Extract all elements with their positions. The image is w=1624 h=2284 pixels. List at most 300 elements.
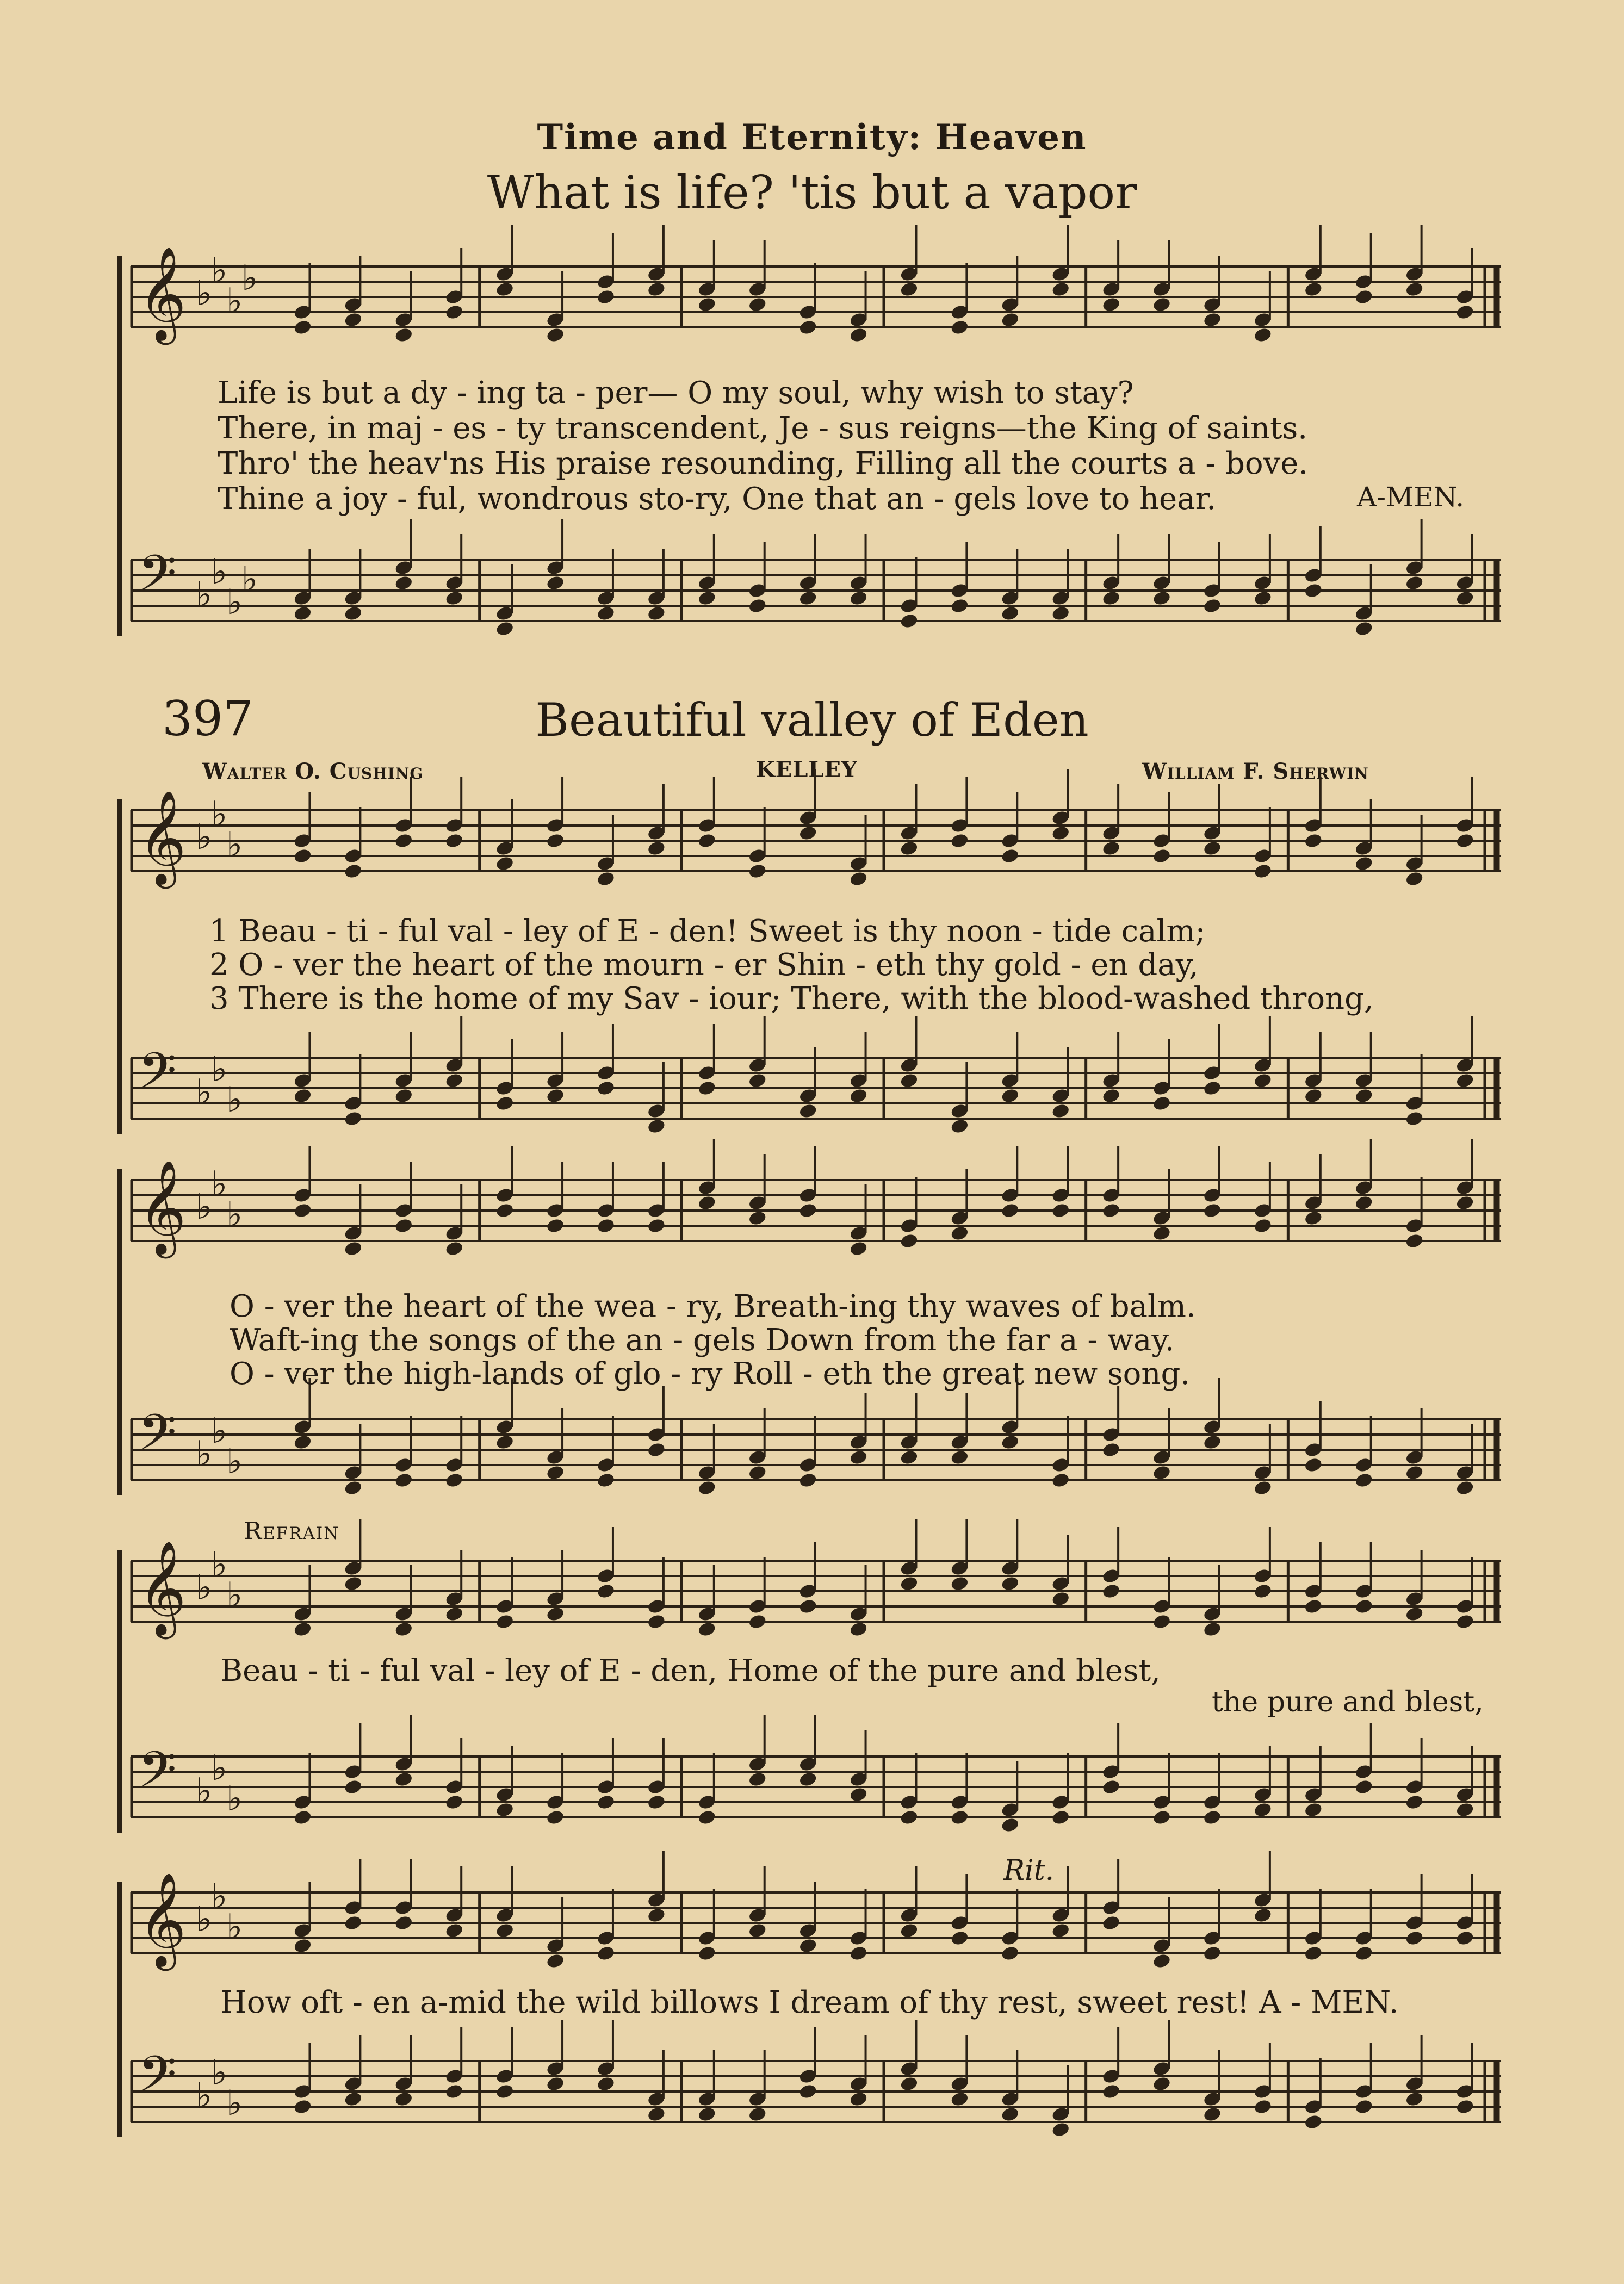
note-head bbox=[293, 1621, 313, 1638]
system-brace bbox=[117, 1169, 122, 1495]
system-brace bbox=[117, 799, 122, 1134]
note-head bbox=[900, 1809, 919, 1826]
note-head bbox=[900, 1072, 919, 1089]
note-head bbox=[495, 1434, 515, 1451]
note-head bbox=[1304, 833, 1323, 849]
note-head bbox=[798, 590, 818, 607]
note-head bbox=[1304, 1088, 1323, 1104]
note-head bbox=[1000, 1434, 1020, 1451]
note-head bbox=[1304, 2114, 1323, 2131]
note-head bbox=[950, 1118, 970, 1135]
hymn2-title: Beautiful valley of Eden bbox=[535, 693, 1089, 747]
note-head bbox=[900, 613, 919, 630]
flat-icon: ♭ bbox=[196, 1567, 213, 1608]
note-head bbox=[394, 1621, 413, 1638]
note-head bbox=[1253, 1072, 1273, 1089]
note-head bbox=[798, 1103, 818, 1120]
note-head bbox=[1455, 833, 1475, 849]
note-head bbox=[697, 1809, 717, 1826]
flat-icon: ♭ bbox=[211, 1164, 228, 1205]
sys1-verse-3: 3 There is the home of my Sav - iour; There, with the blood-washed throng, bbox=[209, 981, 1374, 1016]
note-head bbox=[596, 2076, 616, 2093]
note-head bbox=[1152, 1809, 1171, 1826]
note-head bbox=[1304, 1457, 1323, 1474]
flat-icon: ♭ bbox=[196, 1771, 213, 1811]
sys2-treble-staff bbox=[131, 1159, 1501, 1256]
note-head bbox=[647, 1794, 666, 1811]
note-head bbox=[596, 871, 616, 887]
note-head bbox=[1354, 2099, 1374, 2115]
flat-icon: ♭ bbox=[226, 1907, 243, 1947]
note-head bbox=[293, 2099, 313, 2115]
note-head bbox=[1152, 1613, 1171, 1630]
note-head bbox=[1253, 863, 1273, 880]
note-head bbox=[546, 1606, 565, 1623]
treble-clef-icon: 𝄞 bbox=[138, 1540, 187, 1635]
treble-clef-icon: 𝄞 bbox=[138, 790, 187, 885]
note-head bbox=[1101, 1583, 1121, 1600]
note-head bbox=[1202, 2106, 1222, 2123]
note-head bbox=[849, 1088, 869, 1104]
note-head bbox=[849, 2091, 869, 2108]
sys1-verse-1: 1 Beau - ti - ful val - ley of E - den! Sweet is thy noon - tide calm; bbox=[209, 914, 1206, 949]
note-head bbox=[647, 1907, 666, 1924]
bass-clef-icon: 𝄢 bbox=[138, 1041, 177, 1112]
note-head bbox=[647, 2106, 666, 2123]
note-head bbox=[495, 1095, 515, 1112]
note-head bbox=[647, 1218, 666, 1234]
note-head bbox=[1354, 1472, 1374, 1489]
note-head bbox=[596, 1794, 616, 1811]
note-head bbox=[1354, 1598, 1374, 1615]
note-head bbox=[1354, 855, 1374, 872]
note-head bbox=[798, 825, 818, 842]
note-head bbox=[697, 1195, 717, 1212]
flat-icon: ♭ bbox=[196, 574, 213, 615]
note-head bbox=[596, 1472, 616, 1489]
note-head bbox=[444, 833, 464, 849]
note-head bbox=[596, 1080, 616, 1097]
note-head bbox=[546, 1953, 565, 1970]
system-brace bbox=[117, 1882, 122, 2137]
note-head bbox=[697, 296, 717, 313]
note-head bbox=[293, 605, 313, 622]
sys4-bass-staff bbox=[131, 2045, 1501, 2137]
treble-clef-icon: 𝄞 bbox=[138, 246, 187, 341]
note-head bbox=[1051, 825, 1070, 842]
note-head bbox=[546, 575, 565, 592]
note-head bbox=[849, 1621, 869, 1638]
note-head bbox=[344, 1575, 363, 1592]
note-head bbox=[1051, 1202, 1070, 1219]
note-head bbox=[697, 833, 717, 849]
flat-icon: ♭ bbox=[211, 2052, 228, 2093]
note-head bbox=[1405, 1794, 1424, 1811]
flat-icon: ♭ bbox=[196, 273, 213, 314]
note-head bbox=[647, 605, 666, 622]
note-head bbox=[596, 1218, 616, 1234]
note-head bbox=[1253, 2099, 1273, 2115]
flat-icon: ♭ bbox=[196, 1187, 213, 1227]
note-head bbox=[1455, 1613, 1475, 1630]
note-head bbox=[1000, 1817, 1020, 1834]
note-head bbox=[546, 1088, 565, 1104]
note-head bbox=[1253, 1480, 1273, 1497]
note-head bbox=[1051, 1103, 1070, 1120]
note-head bbox=[1152, 1095, 1171, 1112]
bass-clef-icon: 𝄢 bbox=[138, 544, 177, 614]
note-head bbox=[950, 1225, 970, 1242]
note-head bbox=[1202, 1621, 1222, 1638]
note-head bbox=[495, 855, 515, 872]
note-head bbox=[697, 1621, 717, 1638]
flat-icon: ♭ bbox=[211, 1049, 228, 1090]
note-head bbox=[344, 2091, 363, 2108]
note-head bbox=[1405, 1110, 1424, 1127]
note-head bbox=[1000, 1945, 1020, 1962]
note-head bbox=[1101, 590, 1121, 607]
note-head bbox=[849, 1945, 869, 1962]
note-head bbox=[1051, 281, 1070, 298]
note-head bbox=[344, 1779, 363, 1796]
sys1-treble-staff bbox=[131, 790, 1501, 886]
note-head bbox=[1405, 575, 1424, 592]
note-head bbox=[849, 1240, 869, 1257]
bass-clef-icon: 𝄢 bbox=[138, 1740, 177, 1810]
note-head bbox=[1152, 1225, 1171, 1242]
note-head bbox=[1455, 1480, 1475, 1497]
note-head bbox=[1405, 1464, 1424, 1481]
refrain-line-1: Beau - ti - ful val - ley of E - den, Home of the pure and blest, bbox=[220, 1653, 1161, 1689]
flat-icon: ♭ bbox=[196, 2075, 213, 2116]
note-head bbox=[1304, 1945, 1323, 1962]
note-head bbox=[697, 1080, 717, 1097]
note-head bbox=[748, 1613, 767, 1630]
note-head bbox=[1354, 1945, 1374, 1962]
note-head bbox=[1455, 304, 1475, 321]
flat-icon: ♭ bbox=[226, 582, 243, 623]
note-head bbox=[344, 863, 363, 880]
note-head bbox=[1101, 1202, 1121, 1219]
note-head bbox=[950, 1809, 970, 1826]
note-head bbox=[1202, 1080, 1222, 1097]
note-head bbox=[444, 304, 464, 321]
note-head bbox=[1405, 1606, 1424, 1623]
hymn1-treble-staff bbox=[131, 246, 1501, 343]
sys4-treble-staff bbox=[131, 1872, 1501, 1969]
note-head bbox=[546, 1218, 565, 1234]
tempo-marking: Rit. bbox=[1003, 1854, 1055, 1887]
note-head bbox=[394, 1088, 413, 1104]
note-head bbox=[1202, 1945, 1222, 1962]
sys2-verse-1: O - ver the heart of the wea - ry, Breath-ing thy waves of balm. bbox=[230, 1289, 1196, 1324]
note-head bbox=[950, 598, 970, 615]
note-head bbox=[1000, 1202, 1020, 1219]
note-head bbox=[1202, 840, 1222, 857]
note-head bbox=[546, 833, 565, 849]
note-head bbox=[748, 1210, 767, 1227]
flat-icon: ♭ bbox=[211, 1411, 228, 1451]
note-head bbox=[950, 319, 970, 336]
note-head bbox=[293, 1434, 313, 1451]
note-head bbox=[950, 1930, 970, 1947]
sys3-treble-staff bbox=[131, 1540, 1501, 1637]
note-head bbox=[1304, 281, 1323, 298]
note-head bbox=[1455, 1930, 1475, 1947]
note-head bbox=[849, 1786, 869, 1803]
flat-icon: ♭ bbox=[226, 824, 243, 865]
note-head bbox=[950, 2091, 970, 2108]
note-head bbox=[1253, 1218, 1273, 1234]
note-head bbox=[748, 1464, 767, 1481]
note-head bbox=[495, 281, 515, 298]
note-head bbox=[394, 327, 413, 344]
note-head bbox=[849, 1449, 869, 1466]
note-head bbox=[1101, 296, 1121, 313]
note-head bbox=[1051, 1809, 1070, 1826]
note-head bbox=[748, 1771, 767, 1788]
note-head bbox=[1354, 1195, 1374, 1212]
flat-icon: ♭ bbox=[211, 1544, 228, 1585]
bass-clef-icon: 𝄢 bbox=[138, 2045, 177, 2115]
note-head bbox=[1455, 1072, 1475, 1089]
note-head bbox=[1101, 1442, 1121, 1458]
note-head bbox=[1101, 1915, 1121, 1932]
flat-icon: ♭ bbox=[226, 2083, 243, 2124]
flat-icon: ♭ bbox=[211, 250, 228, 291]
note-head bbox=[849, 871, 869, 887]
note-head bbox=[900, 2076, 919, 2093]
note-head bbox=[647, 281, 666, 298]
note-head bbox=[1101, 1088, 1121, 1104]
note-head bbox=[900, 1575, 919, 1592]
sys2-verse-2: Waft-ing the songs of the an - gels Down from the far a - way. bbox=[230, 1323, 1175, 1358]
note-head bbox=[900, 1922, 919, 1939]
note-head bbox=[596, 1583, 616, 1600]
note-head bbox=[798, 1771, 818, 1788]
note-head bbox=[849, 327, 869, 344]
note-head bbox=[444, 2083, 464, 2100]
note-head bbox=[748, 296, 767, 313]
note-head bbox=[293, 1088, 313, 1104]
note-head bbox=[1354, 1088, 1374, 1104]
note-head bbox=[1405, 1233, 1424, 1250]
note-head bbox=[1000, 1575, 1020, 1592]
treble-clef-icon: 𝄞 bbox=[138, 1159, 187, 1255]
note-head bbox=[798, 1598, 818, 1615]
flat-icon: ♭ bbox=[196, 1433, 213, 1474]
flat-icon: ♭ bbox=[226, 1079, 243, 1120]
hymn-number: 397 bbox=[162, 691, 253, 747]
note-head bbox=[546, 1464, 565, 1481]
note-head bbox=[1152, 2076, 1171, 2093]
note-head bbox=[900, 1233, 919, 1250]
note-head bbox=[1455, 2099, 1475, 2115]
refrain-line-2: How oft - en a-mid the wild billows I dream of thy rest, sweet rest! A - MEN. bbox=[220, 1985, 1399, 2020]
note-head bbox=[1202, 1809, 1222, 1826]
note-head bbox=[1202, 1434, 1222, 1451]
sys2-bass-staff bbox=[131, 1403, 1501, 1495]
note-head bbox=[1152, 1953, 1171, 1970]
note-head bbox=[647, 1442, 666, 1458]
note-head bbox=[748, 1922, 767, 1939]
note-head bbox=[596, 605, 616, 622]
note-head bbox=[748, 1072, 767, 1089]
note-head bbox=[748, 598, 767, 615]
note-head bbox=[293, 1202, 313, 1219]
note-head bbox=[444, 1072, 464, 1089]
note-head bbox=[1000, 312, 1020, 328]
note-head bbox=[344, 605, 363, 622]
note-head bbox=[1253, 1583, 1273, 1600]
note-head bbox=[344, 1240, 363, 1257]
note-head bbox=[293, 319, 313, 336]
note-head bbox=[1051, 605, 1070, 622]
note-head bbox=[900, 281, 919, 298]
note-head bbox=[394, 575, 413, 592]
note-head bbox=[1253, 1802, 1273, 1818]
note-head bbox=[444, 590, 464, 607]
flat-icon: ♭ bbox=[226, 281, 243, 321]
note-head bbox=[293, 1938, 313, 1954]
flat-icon: ♭ bbox=[196, 1072, 213, 1113]
note-head bbox=[1455, 1195, 1475, 1212]
note-head bbox=[546, 327, 565, 344]
note-head bbox=[647, 840, 666, 857]
sys3-bass-staff bbox=[131, 1740, 1501, 1833]
note-head bbox=[344, 1915, 363, 1932]
note-head bbox=[1101, 840, 1121, 857]
note-head bbox=[900, 840, 919, 857]
note-head bbox=[546, 2076, 565, 2093]
note-head bbox=[1455, 1802, 1475, 1818]
note-head bbox=[1304, 1802, 1323, 1818]
note-head bbox=[394, 2091, 413, 2108]
note-head bbox=[697, 1945, 717, 1962]
note-head bbox=[394, 1771, 413, 1788]
flat-icon: ♭ bbox=[241, 258, 258, 299]
bass-clef-icon: 𝄢 bbox=[138, 1403, 177, 1473]
flat-icon: ♭ bbox=[211, 1748, 228, 1789]
note-head bbox=[495, 1922, 515, 1939]
note-head bbox=[1253, 327, 1273, 344]
sys2-verse-3: O - ver the high-lands of glo - ry Roll - eth the great new song. bbox=[230, 1356, 1191, 1392]
note-head bbox=[647, 1118, 666, 1135]
note-head bbox=[1304, 1598, 1323, 1615]
note-head bbox=[293, 848, 313, 865]
note-head bbox=[1354, 289, 1374, 306]
hymn1-verse-2: There, in maj - es - ty transcendent, Je - sus reigns—the King of saints. bbox=[218, 411, 1308, 446]
note-head bbox=[394, 1472, 413, 1489]
flat-icon: ♭ bbox=[211, 794, 228, 835]
note-head bbox=[697, 590, 717, 607]
note-head bbox=[798, 1202, 818, 1219]
note-head bbox=[950, 1449, 970, 1466]
note-head bbox=[495, 2083, 515, 2100]
flat-icon: ♭ bbox=[241, 559, 258, 600]
note-head bbox=[1405, 2091, 1424, 2108]
note-head bbox=[394, 1218, 413, 1234]
system-brace bbox=[117, 256, 122, 636]
note-head bbox=[1354, 1779, 1374, 1796]
flat-icon: ♭ bbox=[211, 1876, 228, 1917]
note-head bbox=[1051, 1472, 1070, 1489]
note-head bbox=[344, 1110, 363, 1127]
flat-icon: ♭ bbox=[226, 1441, 243, 1482]
flat-icon: ♭ bbox=[196, 1899, 213, 1940]
note-head bbox=[849, 590, 869, 607]
hymn1-verse-4: Thine a joy - ful, wondrous sto-ry, One that an - gels love to hear. bbox=[218, 481, 1216, 517]
note-head bbox=[1455, 590, 1475, 607]
note-head bbox=[1051, 1591, 1070, 1608]
flat-icon: ♭ bbox=[226, 1575, 243, 1616]
refrain-echo: the pure and blest, bbox=[1212, 1686, 1484, 1718]
note-head bbox=[1304, 1210, 1323, 1227]
flat-icon: ♭ bbox=[196, 817, 213, 858]
note-head bbox=[1051, 1922, 1070, 1939]
note-head bbox=[444, 1922, 464, 1939]
author-credit: Walter O. Cushing bbox=[202, 759, 424, 784]
note-head bbox=[697, 2106, 717, 2123]
note-head bbox=[950, 833, 970, 849]
hymn1-bass-staff bbox=[131, 544, 1501, 636]
note-head bbox=[444, 1472, 464, 1489]
note-head bbox=[748, 863, 767, 880]
sys1-verse-2: 2 O - ver the heart of the mourn - er Shin - eth thy gold - en day, bbox=[209, 947, 1199, 983]
note-head bbox=[444, 1240, 464, 1257]
note-head bbox=[1152, 848, 1171, 865]
note-head bbox=[1304, 582, 1323, 599]
note-head bbox=[394, 1915, 413, 1932]
note-head bbox=[495, 620, 515, 637]
note-head bbox=[1253, 1907, 1273, 1924]
refrain-label: Refrain bbox=[244, 1517, 340, 1545]
note-head bbox=[798, 1472, 818, 1489]
flat-icon: ♭ bbox=[226, 1778, 243, 1819]
note-head bbox=[344, 1480, 363, 1497]
note-head bbox=[1000, 848, 1020, 865]
note-head bbox=[596, 289, 616, 306]
note-head bbox=[495, 1613, 515, 1630]
note-head bbox=[1405, 281, 1424, 298]
note-head bbox=[1152, 1464, 1171, 1481]
note-head bbox=[1051, 2121, 1070, 2138]
note-head bbox=[1405, 1930, 1424, 1947]
note-head bbox=[495, 1202, 515, 1219]
note-head bbox=[1202, 1202, 1222, 1219]
note-head bbox=[1152, 590, 1171, 607]
composer-credit: William F. Sherwin bbox=[1142, 759, 1369, 784]
sys1-bass-staff bbox=[131, 1041, 1501, 1134]
note-head bbox=[1101, 1779, 1121, 1796]
note-head bbox=[950, 1575, 970, 1592]
note-head bbox=[495, 1802, 515, 1818]
section-header: Time and Eternity: Heaven bbox=[537, 117, 1087, 158]
hymn1-amen: A-MEN. bbox=[1357, 481, 1465, 513]
flat-icon: ♭ bbox=[226, 1194, 243, 1235]
note-head bbox=[546, 1809, 565, 1826]
note-head bbox=[1000, 605, 1020, 622]
note-head bbox=[900, 1449, 919, 1466]
note-head bbox=[344, 312, 363, 328]
note-head bbox=[647, 1613, 666, 1630]
note-head bbox=[798, 319, 818, 336]
note-head bbox=[1000, 2106, 1020, 2123]
note-head bbox=[394, 833, 413, 849]
tune-name: KELLEY bbox=[756, 757, 858, 783]
note-head bbox=[798, 1938, 818, 1954]
note-head bbox=[1253, 590, 1273, 607]
